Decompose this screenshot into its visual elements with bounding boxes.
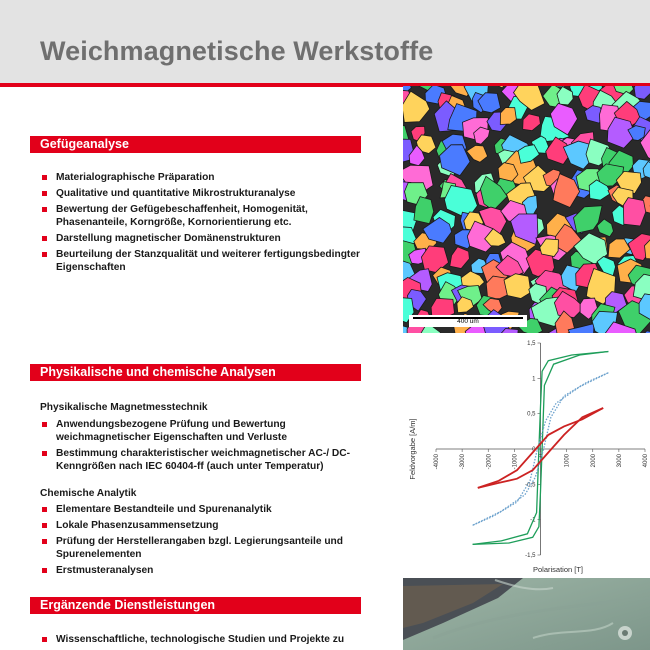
- section-gefuegeanalyse-header: Gefügeanalyse: [30, 136, 361, 153]
- hysteresis-chart-svg: [403, 333, 650, 576]
- chemische-analytik-list: [40, 503, 370, 580]
- grain: [523, 114, 541, 131]
- grain: [500, 108, 516, 125]
- dienstleistungen-list: [40, 633, 370, 649]
- x-tick-label: -2000: [486, 454, 493, 470]
- y-tick-label: 1: [532, 376, 536, 383]
- y-tick-label: -1,5: [525, 553, 536, 559]
- x-tick-label: 4000: [643, 454, 649, 468]
- x-tick-label: -4000: [434, 454, 440, 470]
- scale-bar-label: 400 um: [457, 318, 479, 325]
- subheading-magnetmesstechnik: Physikalische Magnetmesstechnik: [40, 402, 208, 413]
- x-tick-label: -1000: [512, 454, 519, 470]
- subheading-chemische-analytik: Chemische Analytik: [40, 488, 137, 499]
- metallographic-image: [403, 578, 650, 650]
- x-tick-label: 3000: [616, 454, 623, 468]
- scale-bar: [409, 315, 527, 327]
- list-item: Bestimmung charakteristischer weichmagnetischer AC-/ DC-Kenngrößen nach IEC 60404-ff (auch unter Temperatur): [40, 447, 370, 473]
- grain: [623, 198, 645, 226]
- gefuegeanalyse-list: [40, 171, 370, 277]
- list-item: Lokale Phasenzusammensetzung: [40, 519, 370, 532]
- list-item: Erstmusteranalysen: [40, 564, 370, 577]
- list-item: Qualitative und quantitative Mikrostrukturanalyse: [40, 187, 370, 200]
- list-item: Prüfung der Herstellerangaben bzgl. Legierungsanteile und Spurenelementen: [40, 535, 370, 561]
- hysteresis-chart: [403, 333, 650, 576]
- grain: [467, 145, 488, 162]
- list-item: Elementare Bestandteile und Spurenanalytik: [40, 503, 370, 516]
- list-item: Materialographische Präparation: [40, 171, 370, 184]
- x-tick-label: 1000: [564, 454, 571, 468]
- grain: [450, 247, 470, 269]
- y-tick-label: 0,5: [527, 411, 536, 418]
- section-dienstleistungen-header: Ergänzende Dienstleistungen: [30, 597, 361, 614]
- header: [0, 0, 650, 83]
- y-tick-label: -0,5: [525, 482, 536, 489]
- y-axis-label: Feldvorgabe [A/m]: [408, 418, 417, 480]
- y-tick-label: 1,5: [527, 341, 536, 347]
- magnetmesstechnik-list: [40, 418, 370, 476]
- section-analysen-header: Physikalische und chemische Analysen: [30, 364, 361, 381]
- list-item: Bewertung der Gefügebeschaffenheit, Homogenität, Phasenanteile, Korngröße, Kornorientierung etc.: [40, 203, 370, 229]
- x-tick-label: -3000: [460, 454, 467, 470]
- list-item: Anwendungsbezogene Prüfung und Bewertung weichmagnetischer Eigenschaften und Verluste: [40, 418, 370, 444]
- page-title: Weichmagnetische Werkstoffe: [40, 36, 434, 66]
- grain-micrograph-image: [403, 86, 650, 333]
- y-tick-label: -1: [530, 517, 536, 524]
- x-tick-label: 2000: [590, 454, 597, 468]
- list-item: Wissenschaftliche, technologische Studien und Projekte zu: [40, 633, 370, 646]
- y-tick-label: 0: [532, 447, 536, 453]
- x-tick-label: 0: [538, 454, 545, 458]
- x-axis-label: Polarisation [T]: [532, 565, 584, 574]
- micrograph-grains: [403, 86, 650, 333]
- list-item: Beurteilung der Stanzqualität und weiterer fertigungsbedingter Eigenschaften: [40, 248, 370, 274]
- list-item: Darstellung magnetischer Domänenstrukturen: [40, 232, 370, 245]
- metallographic-texture: [403, 578, 650, 650]
- grain: [597, 219, 613, 237]
- grain: [504, 274, 531, 299]
